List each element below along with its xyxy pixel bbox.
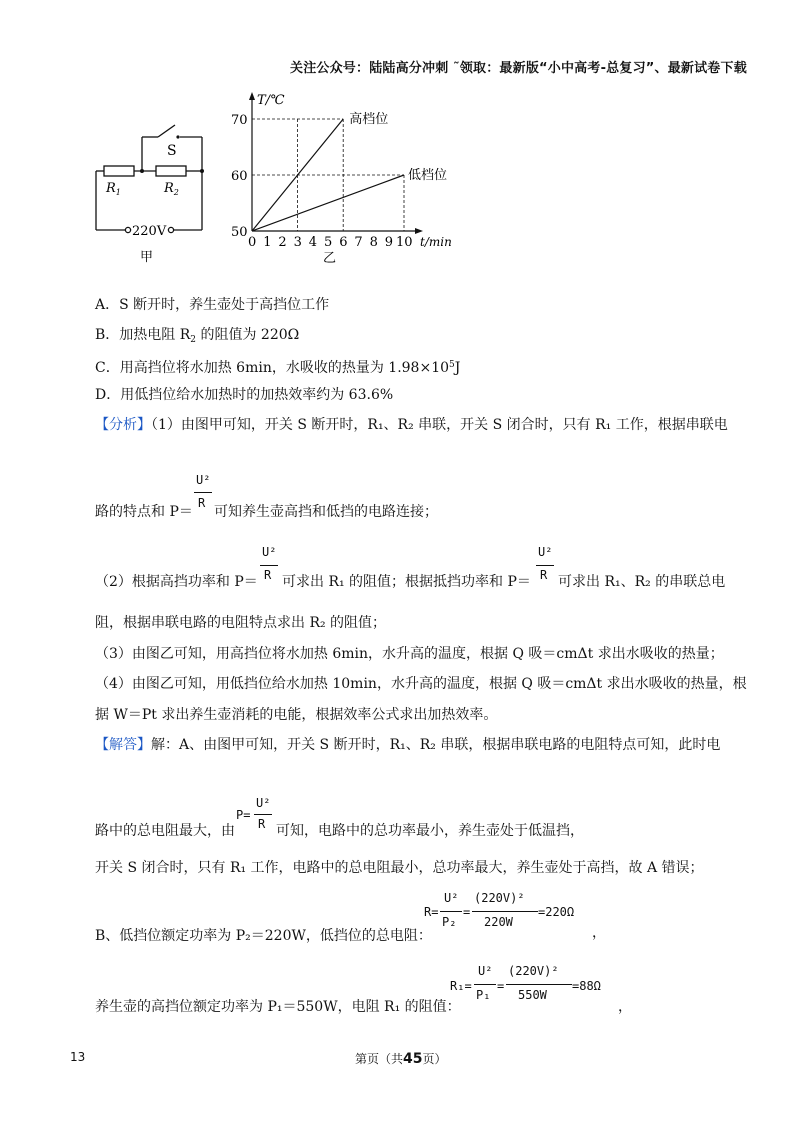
formula-r: R (540, 568, 548, 582)
formula-u2: U² (256, 796, 271, 810)
formula-c-num1: U² (478, 964, 493, 978)
option-b-prefix: B．加热电阻 R (95, 327, 191, 343)
temperature-time-graph (225, 88, 485, 268)
x-tick-label: 4 (308, 235, 318, 250)
formula-b-den2: 220W (484, 915, 513, 929)
page-header: 关注公众号：陆陆高分冲刺 ˜领取：最新版“小中高考-总复习”、最新试卷下载 (290, 61, 747, 76)
analysis-text-1: （1）由图甲可知，开关 S 断开时，R₁、R₂ 串联，开关 S 闭合时，只有 R₁ 工作，根据串联电 (151, 417, 728, 433)
svg-text:R1 (105, 181, 121, 197)
analysis-tag: 【分析】 (95, 417, 151, 433)
svg-text:R2 (163, 181, 179, 197)
option-c (95, 356, 460, 377)
fraction-bar (472, 911, 538, 912)
analysis-line-2b: 可知养生壶高挡和低挡的电路连接； (214, 504, 438, 520)
equals-sign: = (497, 979, 505, 993)
formula-p-eq: P= (236, 808, 251, 822)
analysis-line-3b: 可求出 R₁ 的阻值；根据抵挡功率和 P＝ (282, 574, 531, 590)
switch-label: S (167, 143, 177, 159)
x-tick-label: 5 (324, 235, 333, 250)
x-tick-label: 7 (354, 235, 363, 250)
formula-b-lhs: R= (424, 905, 439, 919)
solution-line-5-end: ， (618, 999, 632, 1015)
option-b-suffix: 的阻值为 220Ω (196, 327, 300, 343)
circuit-caption: 甲 (140, 250, 154, 265)
analysis-line-5: （3）由图乙可知，用高挡位将水加热 6min，水升高的温度，根据 Q 吸＝cmΔt 求出水吸收的热量； (95, 646, 724, 662)
formula-c-result: =88Ω (572, 979, 601, 993)
y-tick-label: 70 (231, 113, 248, 128)
analysis-line-3c: 可求出 R₁、R₂ 的串联总电 (558, 574, 726, 590)
fraction-bar (440, 911, 462, 912)
solution-tag: 【解答】 (95, 737, 151, 753)
option-c-sup: 5 (449, 360, 455, 370)
x-tick-label: 6 (339, 235, 348, 250)
formula-c-den1: P₁ (476, 988, 491, 1002)
r2-label: R (164, 181, 174, 196)
analysis-line-1 (95, 416, 728, 434)
y-axis-label: T/℃ (257, 93, 285, 108)
x-axis-label: t/min (420, 235, 452, 249)
fraction-bar (194, 492, 212, 493)
solution-line-1 (95, 736, 720, 754)
analysis-line-6: （4）由图乙可知，用低挡位给水加热 10min，水升高的温度，根据 Q 吸＝cmΔt 求出水吸收的热量，根 (95, 676, 747, 692)
formula-r: R (264, 568, 272, 582)
fraction-bar (506, 984, 572, 985)
x-tick-label: 3 (293, 235, 302, 250)
option-b (95, 326, 299, 349)
page-text: 第页（共 (355, 1052, 404, 1066)
formula-b-result: =220Ω (538, 905, 575, 919)
option-b-sub: 2 (190, 335, 197, 345)
solution-text-1: 解：A、由图甲可知，开关 S 断开时，R₁、R₂ 串联，根据串联电路的电阻特点可知，此时电 (151, 737, 721, 753)
r2-sub: 2 (173, 188, 179, 197)
page-end: 页） (422, 1052, 447, 1066)
circuit-diagram (90, 115, 220, 265)
option-c-suffix: J (454, 360, 461, 376)
x-tick-label: 0 (248, 235, 257, 250)
solution-line-2a: 路中的总电阻最大，由 (95, 823, 235, 839)
formula-u2: U² (196, 473, 211, 487)
option-c-prefix: C．用高挡位将水加热 6min，水吸收的热量为 1.98×10 (95, 360, 450, 376)
solution-line-2b: 可知，电路中的总功率最小，养生壶处于低温挡， (276, 823, 584, 839)
formula-c-den2: 550W (518, 988, 547, 1002)
page-counter (355, 1050, 447, 1067)
x-tick-label: 1 (263, 235, 272, 250)
x-tick-label: 9 (384, 235, 394, 250)
x-tick-label: 10 (396, 235, 413, 250)
page-total: 45 (403, 1051, 423, 1067)
formula-u2: U² (538, 545, 553, 559)
graph-caption: 乙 (323, 251, 337, 266)
fraction-bar (254, 814, 272, 815)
option-a: A．S 断开时，养生壶处于高挡位工作 (95, 297, 330, 313)
formula-r: R (258, 817, 266, 831)
equals-sign: = (463, 905, 471, 919)
high-gear-label: 高档位 (349, 112, 389, 127)
low-gear-label: 低档位 (408, 168, 448, 183)
r1-label: R (106, 181, 116, 196)
page-number: 13 (70, 1050, 86, 1064)
formula-b-den1: P₂ (442, 915, 457, 929)
fraction-bar (536, 565, 554, 566)
solution-line-4: B、低挡位额定功率为 P₂＝220W，低挡位的总电阻： (95, 928, 432, 944)
formula-b-num2: (220V)² (474, 891, 525, 905)
analysis-line-4: 阻，根据串联电路的电阻特点求出 R₂ 的阻值； (95, 615, 387, 631)
option-d: D．用低挡位给水加热时的加热效率约为 63.6% (95, 387, 394, 403)
solution-line-4-end: ， (592, 925, 606, 941)
y-tick-label: 60 (231, 169, 248, 184)
fraction-bar (474, 984, 496, 985)
x-tick-label: 2 (278, 235, 287, 250)
analysis-line-2a: 路的特点和 P＝ (95, 504, 193, 520)
formula-b-num1: U² (444, 891, 459, 905)
analysis-line-3a: （2）根据高挡功率和 P＝ (95, 574, 258, 590)
fraction-bar (260, 565, 278, 566)
solution-line-5: 养生壶的高挡位额定功率为 P₁＝550W，电阻 R₁ 的阻值： (95, 999, 461, 1015)
formula-c-lhs: R₁= (450, 979, 472, 993)
formula-u2: U² (262, 545, 277, 559)
y-tick-label: 50 (231, 225, 248, 240)
solution-line-3: 开关 S 闭合时，只有 R₁ 工作，电路中的总电阻最小，总功率最大，养生壶处于高挡，故 A 错误； (95, 860, 704, 876)
x-tick-label: 8 (369, 235, 378, 250)
r1-sub: 1 (115, 188, 121, 197)
formula-r: R (198, 496, 206, 510)
formula-c-num2: (220V)² (508, 964, 559, 978)
analysis-line-7: 据 W＝Pt 求出养生壶消耗的电能，根据效率公式求出加热效率。 (95, 707, 498, 723)
voltage-label: 220V (132, 224, 167, 239)
